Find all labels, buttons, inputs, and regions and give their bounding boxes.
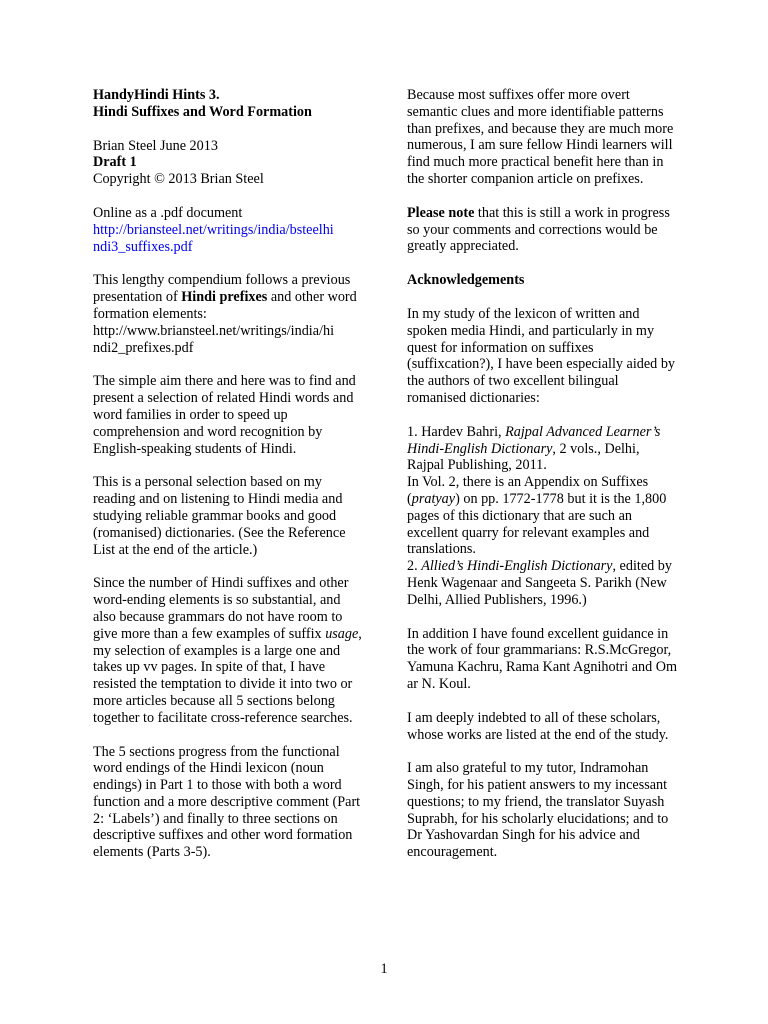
- ref2-number: 2.: [407, 558, 422, 575]
- intro-paragraph: [93, 272, 365, 356]
- aim-paragraph: The simple aim there and here was to find and present a selection of related Hindi words and word families in order to speed up comprehension and word recognition by English-speaking students of Hindi.: [93, 373, 356, 457]
- online-url-link[interactable]: [93, 222, 334, 255]
- ref1-title: Rajpal Advanced Learner’s Hindi-English Dictionary: [407, 423, 661, 457]
- intro-text-c: and other word formation elements: http://www.briansteel.net/writings/india/hi ndi2_prefixes.pdf: [93, 289, 357, 356]
- page-number: 1: [380, 961, 388, 977]
- suffix-count-text-c: , my selection of examples is a large one and takes up vv pages. In spite of that, I have resisted the temptation to divide it into two or more articles because all 5 sections belong together to facilitate cross-reference searches.: [93, 625, 362, 726]
- ref1-pratyay: pratyay: [411, 490, 456, 507]
- ref2-title: Allied’s Hindi-English Dictionary: [421, 558, 613, 575]
- please-note-text: that this is still a work in progress so your comments and corrections would be greatly appreciated.: [407, 204, 670, 255]
- byline-block: [93, 138, 365, 188]
- grammarians-paragraph: In addition I have found excellent guidance in the work of four grammarians: R.S.McGregor, Yamuna Kachru, Rama Kant Agnihotri and Om ar N. Koul.: [407, 625, 678, 692]
- online-url-line-1[interactable]: http://briansteel.net/writings/india/bsteelhi: [93, 221, 334, 238]
- please-note-paragraph: [407, 205, 679, 255]
- suffix-count-paragraph: [93, 575, 365, 726]
- author-date: Brian Steel June 2013: [93, 137, 218, 154]
- gratitude-paragraph: I am also grateful to my tutor, Indramohan Singh, for his patient answers to my incessant questions; to my friend, the translator Suyash Suprabh, for his scholarly elucidations; and to Dr Yashovardan Singh for his advice and encouragement.: [407, 760, 669, 861]
- copyright-notice: Copyright © 2013 Brian Steel: [93, 171, 264, 188]
- suffix-count-text-a: Since the number of Hindi suffixes and other word-ending elements is so substantial, and also because grammars do not have room to give more than a few examples of suffix: [93, 575, 349, 642]
- left-column: [93, 87, 365, 878]
- right-column: [407, 87, 679, 878]
- draft-label: Draft 1: [93, 154, 137, 171]
- ref2-publication: , edited by Henk Wagenaar and Sangeeta S. Parikh (New Delhi, Allied Publishers, 1996.): [407, 558, 672, 608]
- ref1-note-b: ) on pp. 1772-1778 but it is the 1,800 pages of this dictionary that are such an excellent quarry for relevant examples and translations.: [407, 490, 667, 558]
- indebted-paragraph: I am deeply indebted to all of these scholars, whose works are listed at the end of the study.: [407, 709, 669, 743]
- references-paragraph: [407, 424, 679, 609]
- online-block: [93, 205, 365, 255]
- ref1-number-author: 1. Hardev Bahri,: [407, 423, 506, 440]
- usage-italic: usage: [325, 625, 359, 642]
- title-block: [93, 87, 365, 121]
- acknowledgements-heading: Acknowledgements: [407, 272, 525, 289]
- sections-paragraph: The 5 sections progress from the functional word endings of the Hindi lexicon (noun endings) in Part 1 to those with both a word function and a more descriptive comment (Part 2: ‘Labels’) and finally to three sections on descriptive suffixes and other word formation elements (Parts 3-5).: [93, 743, 361, 861]
- selection-paragraph: This is a personal selection based on my reading and on listening to Hindi media and studying reliable grammar books and good (romanised) dictionaries. (See the Reference List at the end of the article.): [93, 474, 346, 558]
- ref1-publication: , 2 vols., Delhi, Rajpal Publishing, 2011.: [407, 440, 640, 474]
- online-url-line-2[interactable]: ndi3_suffixes.pdf: [93, 238, 193, 255]
- hindi-prefixes-bold: Hindi prefixes: [181, 289, 268, 306]
- online-label: Online as a .pdf document: [93, 204, 243, 221]
- please-note-bold: Please note: [407, 204, 475, 221]
- title-line-1: HandyHindi Hints 3.: [93, 87, 220, 103]
- intro-text-a: This lengthy compendium follows a previous presentation of: [93, 272, 351, 306]
- ref1-note-a: In Vol. 2, there is an Appendix on Suffixes (: [407, 474, 649, 507]
- title-line-2: Hindi Suffixes and Word Formation: [93, 103, 312, 120]
- suffix-benefit-paragraph: Because most suffixes offer more overt semantic clues and more identifiable patterns than prefixes, and because they are much more numerous, I am sure fellow Hindi learners will find much more practical benefit here than in the shorter companion article on prefixes.: [407, 87, 674, 187]
- lexicon-study-paragraph: In my study of the lexicon of written and spoken media Hindi, and particularly in my quest for information on suffixes (suffixcation?), I have been especially aided by the authors of two excellent bilingual romanised dictionaries:: [407, 305, 676, 406]
